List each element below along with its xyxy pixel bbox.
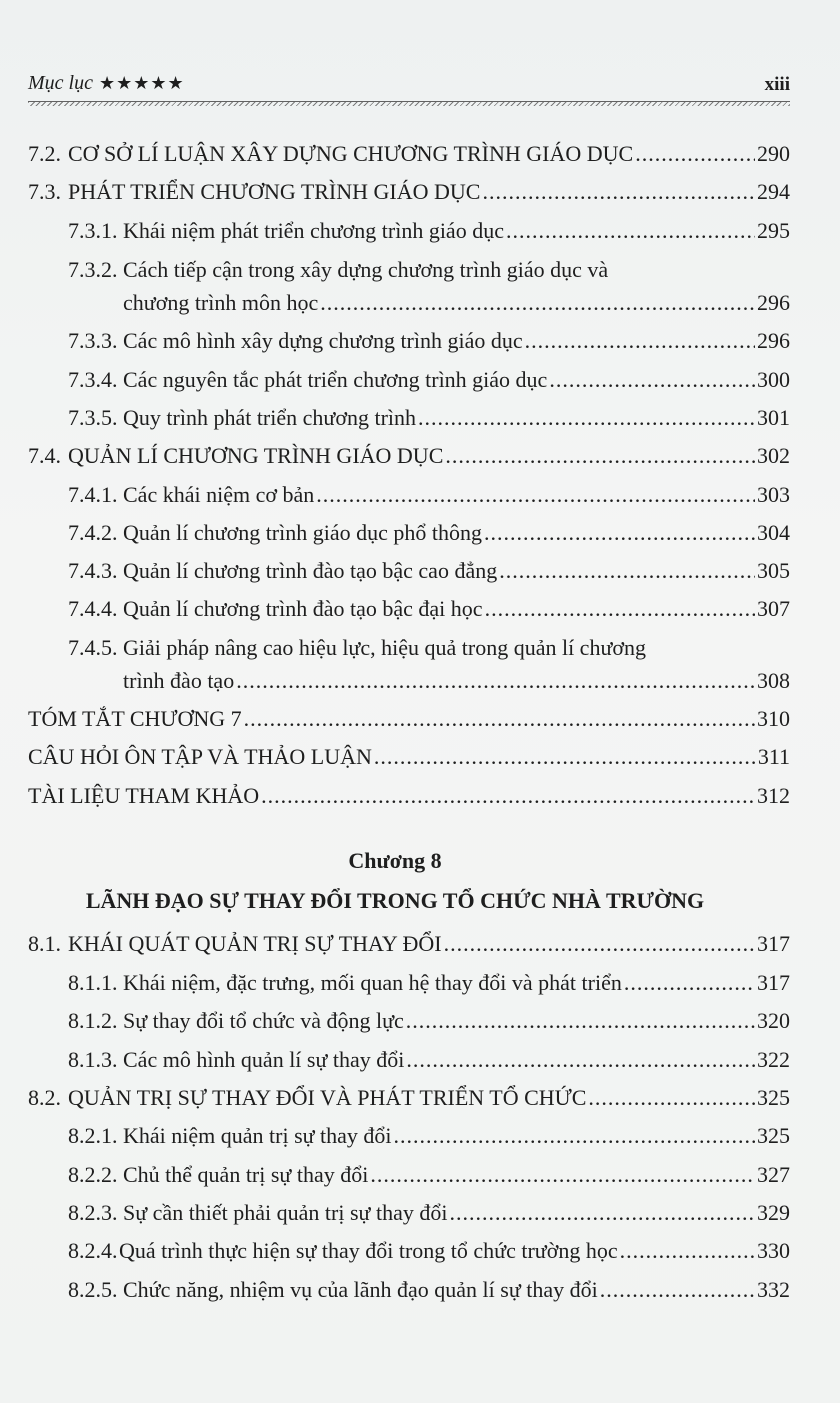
leader-dots — [406, 1006, 755, 1036]
leader-dots — [499, 556, 755, 586]
toc-entry-page: 310 — [757, 706, 790, 731]
toc-entry-number: 8.1.1. — [68, 970, 118, 995]
toc-entry[interactable] — [123, 666, 790, 696]
leader-dots — [316, 480, 755, 510]
leader-dots — [374, 742, 756, 772]
toc-entry-title: Quy trình phát triển chương trình — [123, 405, 417, 430]
toc-entry-page: 308 — [757, 668, 790, 693]
toc-entry-title: Quản lí chương trình giáo dục phổ thông — [123, 520, 483, 545]
toc-entry-title: Các mô hình quản lí sự thay đổi — [123, 1047, 405, 1072]
toc-entry-title: Các mô hình xây dựng chương trình giáo dục — [123, 328, 523, 353]
toc-entry-page: 329 — [757, 1200, 790, 1225]
toc-entry[interactable] — [28, 177, 790, 207]
toc-entry-title: Chức năng, nhiệm vụ của lãnh đạo quản lí sự thay đổi — [123, 1277, 598, 1302]
toc-entry-title: Giải pháp nâng cao hiệu lực, hiệu quả trong quản lí chương — [123, 635, 647, 660]
toc-entry[interactable] — [28, 704, 790, 734]
toc-entry-page: 302 — [757, 443, 790, 468]
toc-entry-page: 312 — [757, 783, 790, 808]
toc-entry-number: 8.2.2. — [68, 1162, 118, 1187]
toc-entry-number: 7.4.5. — [68, 635, 118, 660]
chapter-title: LÃNH ĐẠO SỰ THAY ĐỔI TRONG TỔ CHỨC NHÀ TRƯỜNG — [85, 888, 705, 913]
toc-entry[interactable] — [28, 1083, 790, 1113]
toc-entry-page: 322 — [757, 1047, 790, 1072]
toc-entry-number: 8.1. — [28, 931, 61, 956]
toc-entry[interactable] — [28, 742, 790, 772]
toc-entry-title: Khái niệm quản trị sự thay đổi — [123, 1123, 392, 1148]
toc-entry-line[interactable] — [68, 255, 608, 285]
header-rule — [28, 101, 790, 106]
toc-entry-page: 332 — [757, 1277, 790, 1302]
toc-entry-title: Sự thay đổi tổ chức và động lực — [123, 1008, 404, 1033]
toc-entry-number: 8.2. — [28, 1085, 61, 1110]
toc-entry-page: 300 — [757, 367, 790, 392]
leader-dots — [418, 403, 755, 433]
toc-entry[interactable] — [68, 326, 790, 356]
leader-dots — [482, 177, 755, 207]
chapter-label: Chương 8 — [348, 848, 442, 873]
toc-entry-line[interactable] — [68, 633, 646, 663]
toc-entry[interactable] — [28, 139, 790, 169]
toc-entry-title: Cách tiếp cận trong xây dựng chương trình giáo dục và — [123, 257, 609, 282]
toc-entry-title: PHÁT TRIỂN CHƯƠNG TRÌNH GIÁO DỤC — [68, 179, 481, 204]
toc-entry-number: 8.2.1. — [68, 1123, 118, 1148]
toc-entry-page: 327 — [757, 1162, 790, 1187]
toc-entry-page: 305 — [757, 558, 790, 583]
leader-dots — [549, 365, 755, 395]
leader-dots — [624, 968, 755, 998]
leader-dots — [261, 781, 755, 811]
toc-entry-page: 317 — [757, 931, 790, 956]
toc-entry[interactable] — [68, 365, 790, 395]
toc-entry-number: 7.4.3. — [68, 558, 118, 583]
leader-dots — [320, 288, 755, 318]
leader-dots — [484, 518, 755, 548]
toc-entry[interactable] — [68, 1236, 790, 1266]
leader-dots — [370, 1160, 755, 1190]
toc-entry[interactable] — [68, 480, 790, 510]
toc-entry-title: Quá trình thực hiện sự thay đổi trong tổ chức trường học — [119, 1238, 618, 1263]
leader-dots — [620, 1236, 755, 1266]
leader-dots — [600, 1275, 755, 1305]
toc-entry-page: 307 — [757, 596, 790, 621]
toc-entry-title-cont: trình đào tạo — [123, 668, 235, 693]
leader-dots — [449, 1198, 755, 1228]
toc-entry-page: 294 — [757, 179, 790, 204]
toc-entry[interactable] — [68, 1121, 790, 1151]
toc-entry-page: 295 — [757, 218, 790, 243]
toc-entry-page: 303 — [757, 482, 790, 507]
toc-entry[interactable] — [68, 518, 790, 548]
leader-dots — [444, 929, 755, 959]
toc-entry-number: 7.2. — [28, 141, 61, 166]
toc-entry[interactable] — [68, 1198, 790, 1228]
toc-entry-title: QUẢN LÍ CHƯƠNG TRÌNH GIÁO DỤC — [68, 443, 444, 468]
toc-entry-number: 7.4.2. — [68, 520, 118, 545]
leader-dots — [525, 326, 755, 356]
toc-entry-number: 7.4. — [28, 443, 61, 468]
toc-entry[interactable] — [28, 441, 790, 471]
toc-entry-page: 296 — [757, 328, 790, 353]
toc-entry-page: 325 — [757, 1123, 790, 1148]
toc-entry-title: KHÁI QUÁT QUẢN TRỊ SỰ THAY ĐỔI — [68, 931, 442, 956]
toc-entry-page: 320 — [757, 1008, 790, 1033]
toc-entry[interactable] — [28, 781, 790, 811]
toc-entry-title: Chủ thể quản trị sự thay đổi — [123, 1162, 369, 1187]
leader-dots — [236, 666, 755, 696]
toc-entry-number: 7.3.3. — [68, 328, 118, 353]
toc-entry[interactable] — [68, 403, 790, 433]
toc-entry-title: QUẢN TRỊ SỰ THAY ĐỔI VÀ PHÁT TRIỂN TỔ CHỨC — [68, 1085, 587, 1110]
leader-dots — [635, 139, 755, 169]
leader-dots — [445, 441, 755, 471]
toc-entry-title: CƠ SỞ LÍ LUẬN XÂY DỰNG CHƯƠNG TRÌNH GIÁO DỤC — [68, 141, 634, 166]
running-header — [28, 72, 790, 102]
toc-entry[interactable] — [123, 288, 790, 318]
toc-entry-number: 7.3.5. — [68, 405, 118, 430]
toc-entry-page: 317 — [757, 970, 790, 995]
leader-dots — [394, 1121, 755, 1151]
toc-entry-number: 7.3.1. — [68, 218, 118, 243]
header-page-number: xiii — [764, 74, 790, 95]
toc-entry[interactable] — [68, 216, 790, 246]
toc-entry-number: 8.2.4. — [68, 1238, 118, 1263]
toc-entry-page: 304 — [757, 520, 790, 545]
toc-entry[interactable] — [68, 1275, 790, 1305]
toc-entry-number: 7.3. — [28, 179, 61, 204]
toc-entry-title: Quản lí chương trình đào tạo bậc cao đẳng — [123, 558, 498, 583]
toc-entry-title: Các nguyên tắc phát triển chương trình giáo dục — [123, 367, 548, 392]
toc-entry-number: 8.2.5. — [68, 1277, 118, 1302]
toc-entry[interactable] — [68, 1160, 790, 1190]
toc-entry-page: 325 — [757, 1085, 790, 1110]
toc-entry-title: Khái niệm, đặc trưng, mối quan hệ thay đổi và phát triển — [123, 970, 622, 995]
toc-entry-page: 330 — [757, 1238, 790, 1263]
toc-entry-title: Quản lí chương trình đào tạo bậc đại học — [123, 596, 483, 621]
toc-entry-title-cont: chương trình môn học — [123, 290, 319, 315]
toc-entry-page: 290 — [757, 141, 790, 166]
toc-entry[interactable] — [68, 594, 790, 624]
toc-entry-title: CÂU HỎI ÔN TẬP VÀ THẢO LUẬN — [28, 744, 372, 769]
leader-dots — [588, 1083, 755, 1113]
toc-entry-title: TÀI LIỆU THAM KHẢO — [28, 783, 260, 808]
toc-entry-number: 8.1.2. — [68, 1008, 118, 1033]
toc-entry-number: 7.4.4. — [68, 596, 118, 621]
toc-entry[interactable] — [28, 929, 790, 959]
leader-dots — [406, 1045, 755, 1075]
toc-entry-number: 7.4.1. — [68, 482, 118, 507]
leader-dots — [244, 704, 755, 734]
header-stars: ★★★★★ — [98, 73, 185, 93]
toc-entry-number: 7.3.2. — [68, 257, 118, 282]
toc-entry-number: 8.2.3. — [68, 1200, 118, 1225]
header-section: Mục lục ★★★★★ — [28, 72, 185, 94]
toc-entry-title: Khái niệm phát triển chương trình giáo dục — [123, 218, 504, 243]
toc-entry-title: TÓM TẮT CHƯƠNG 7 — [28, 706, 242, 731]
toc-entry[interactable] — [68, 1006, 790, 1036]
toc-entry-page: 296 — [757, 290, 790, 315]
toc-entry-title: Các khái niệm cơ bản — [123, 482, 315, 507]
toc-entry-title: Sự cần thiết phải quản trị sự thay đổi — [123, 1200, 448, 1225]
toc-entry[interactable] — [68, 1045, 790, 1075]
toc-entry[interactable] — [68, 968, 790, 998]
toc-entry-page: 301 — [757, 405, 790, 430]
leader-dots — [506, 216, 755, 246]
toc-entry-page: 311 — [757, 744, 790, 769]
leader-dots — [485, 594, 755, 624]
toc-entry-number: 7.3.4. — [68, 367, 118, 392]
toc-entry[interactable] — [68, 556, 790, 586]
toc-entry-number: 8.1.3. — [68, 1047, 118, 1072]
